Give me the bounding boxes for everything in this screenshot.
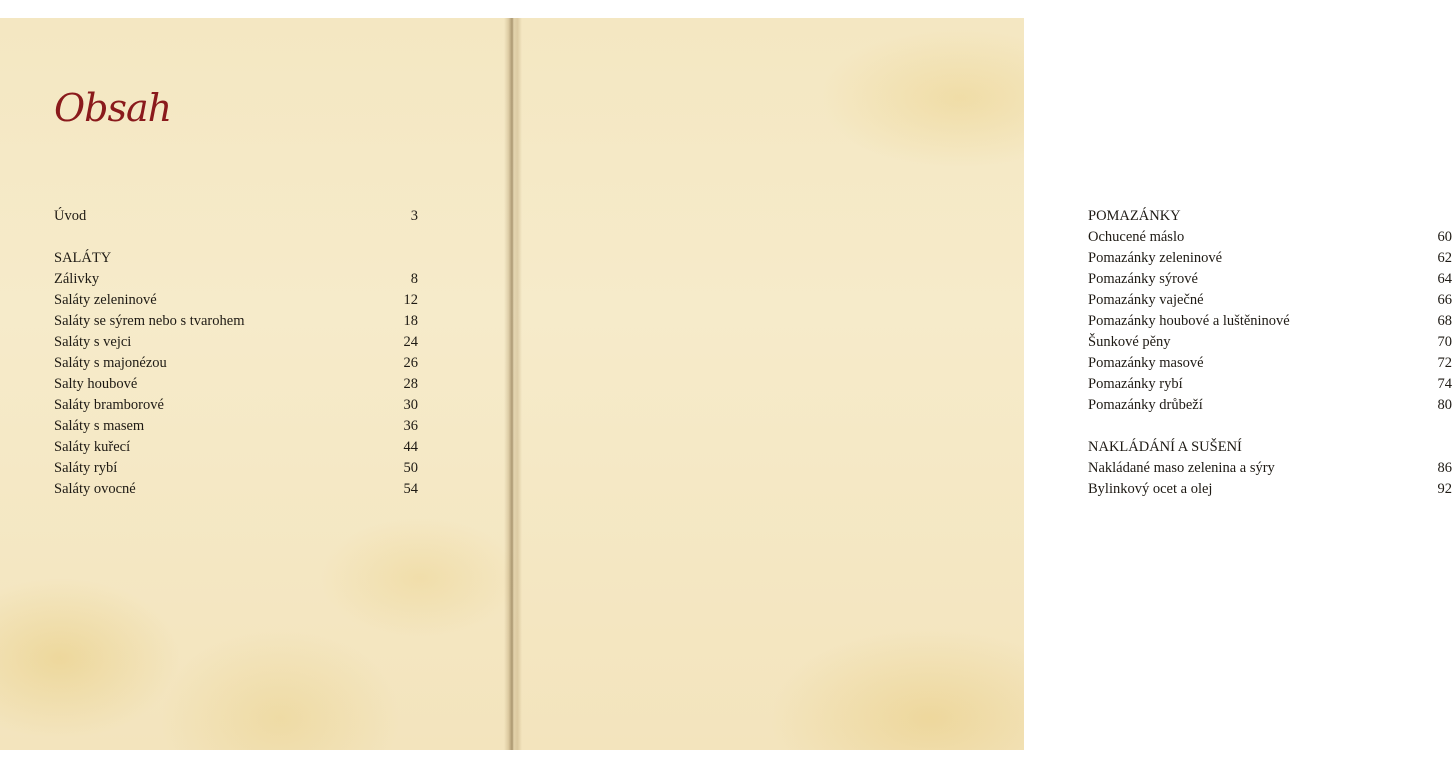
toc-entry[interactable] xyxy=(1088,269,1452,290)
toc-entry[interactable] xyxy=(1088,248,1452,269)
toc-entry-label: Saláty s masem xyxy=(54,418,145,434)
toc-entry-page: 50 xyxy=(403,460,418,476)
spacer xyxy=(1088,416,1452,437)
toc-entry[interactable] xyxy=(54,353,418,374)
toc-entry-page: 54 xyxy=(403,481,418,497)
toc-entry[interactable] xyxy=(54,479,418,500)
toc-entry-page: 64 xyxy=(1437,271,1452,287)
toc-entry-label: Pomazánky zeleninové xyxy=(1088,250,1223,266)
toc-entry-label: Pomazánky houbové a luštěninové xyxy=(1088,313,1290,329)
toc-entry-page: 86 xyxy=(1437,460,1452,476)
toc-entry-label: Saláty se sýrem nebo s tvarohem xyxy=(54,313,245,329)
left-page xyxy=(0,18,510,750)
toc-entry-page: 80 xyxy=(1437,397,1452,413)
toc-entry-label: Saláty zeleninové xyxy=(54,292,157,308)
toc-entry[interactable] xyxy=(54,395,418,416)
toc-entry[interactable] xyxy=(54,332,418,353)
toc-entry-label: Saláty rybí xyxy=(54,460,118,476)
toc-entry-label: Bylinkový ocet a olej xyxy=(1088,481,1213,497)
toc-entry[interactable] xyxy=(54,269,418,290)
toc-entry-label: Saláty s majonézou xyxy=(54,355,167,371)
toc-entry[interactable] xyxy=(1088,374,1452,395)
toc-entry-label: Úvod xyxy=(54,208,87,224)
toc-entry-label: Saláty kuřecí xyxy=(54,439,131,455)
toc-entry[interactable] xyxy=(1088,395,1452,416)
toc-entry-page: 24 xyxy=(403,334,418,350)
toc-entry[interactable] xyxy=(54,416,418,437)
toc-entry-page: 62 xyxy=(1437,250,1452,266)
toc-entry[interactable] xyxy=(1088,353,1452,374)
toc-entry[interactable] xyxy=(1088,290,1452,311)
toc-entry[interactable] xyxy=(54,437,418,458)
toc-entry-page: 8 xyxy=(410,271,418,287)
toc-entry-page: 30 xyxy=(403,397,418,413)
toc-entry-page: 3 xyxy=(410,208,418,224)
right-page xyxy=(514,18,1452,750)
toc-entry-label: Nakládané maso zelenina a sýry xyxy=(1088,460,1275,476)
toc-right xyxy=(1088,206,1452,500)
toc-entry-page: 92 xyxy=(1437,481,1452,497)
toc-entry[interactable] xyxy=(1088,332,1452,353)
toc-entry-page: 26 xyxy=(403,355,418,371)
toc-entry-label: Šunkové pěny xyxy=(1088,334,1171,350)
toc-entry[interactable] xyxy=(54,290,418,311)
book-spread xyxy=(0,18,1452,750)
toc-entry-page: 72 xyxy=(1437,355,1452,371)
toc-entry-label: Zálivky xyxy=(54,271,100,287)
toc-entry[interactable] xyxy=(54,458,418,479)
toc-entry-page: 18 xyxy=(403,313,418,329)
toc-entry-label: Pomazánky rybí xyxy=(1088,376,1183,392)
toc-left xyxy=(54,206,418,500)
toc-entry-label: Pomazánky sýrové xyxy=(1088,271,1198,287)
toc-entry-label: Ochucené máslo xyxy=(1088,229,1185,245)
toc-entry-page: 68 xyxy=(1437,313,1452,329)
toc-entry-page: 70 xyxy=(1437,334,1452,350)
toc-entry-label: Pomazánky masové xyxy=(1088,355,1204,371)
toc-entry-intro[interactable] xyxy=(54,206,418,227)
section-heading-salaty: SALÁTY xyxy=(54,250,112,266)
toc-entry[interactable] xyxy=(54,374,418,395)
toc-entry-label: Saláty bramborové xyxy=(54,397,164,413)
toc-entry-page: 44 xyxy=(403,439,418,455)
toc-list-salaty xyxy=(54,269,418,500)
toc-entry[interactable] xyxy=(54,311,418,332)
toc-entry[interactable] xyxy=(1088,311,1452,332)
toc-entry-label: Pomazánky drůbeží xyxy=(1088,397,1203,413)
spacer xyxy=(54,227,418,248)
toc-entry-page: 74 xyxy=(1437,376,1452,392)
toc-entry[interactable] xyxy=(1088,458,1452,479)
toc-entry[interactable] xyxy=(1088,479,1452,500)
toc-entry-page: 60 xyxy=(1437,229,1452,245)
section-heading: POMAZÁNKY xyxy=(1088,208,1181,224)
toc-entry-label: Pomazánky vaječné xyxy=(1088,292,1204,308)
toc-entry-page: 28 xyxy=(403,376,418,392)
toc-entry-label: Saláty ovocné xyxy=(54,481,136,497)
toc-entry-label: Salty houbové xyxy=(54,376,138,392)
toc-entry[interactable] xyxy=(1088,227,1452,248)
toc-entry-label: Saláty s vejci xyxy=(54,334,132,350)
section-heading: NAKLÁDÁNÍ A SUŠENÍ xyxy=(1088,439,1242,455)
toc-entry-page: 66 xyxy=(1437,292,1452,308)
toc-entry-page: 12 xyxy=(403,292,418,308)
page-title: Obsah xyxy=(54,86,172,130)
toc-entry-page: 36 xyxy=(403,418,418,434)
